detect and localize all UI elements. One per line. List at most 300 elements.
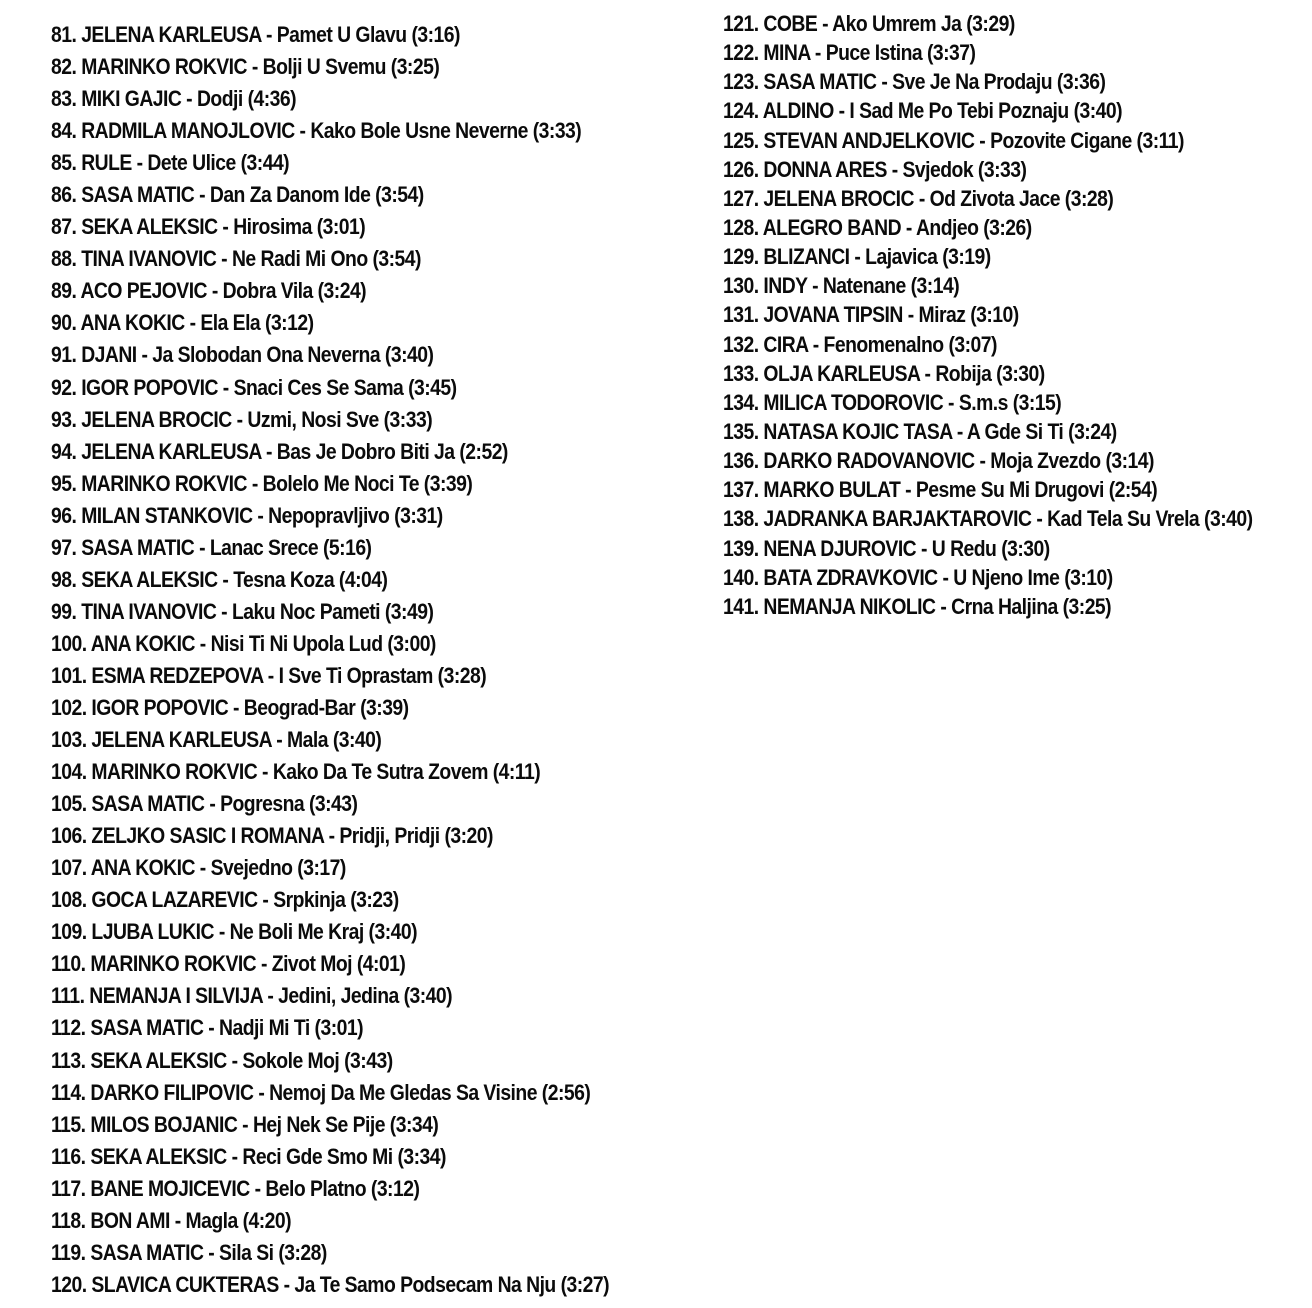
- track-row: 127. JELENA BROCIC - Od Zivota Jace (3:28): [723, 185, 1114, 211]
- track-number: 132.: [723, 331, 759, 357]
- track-duration: (2:56): [541, 1079, 591, 1105]
- track-number: 93.: [51, 406, 77, 432]
- track-title: Natenane: [822, 273, 906, 299]
- track-title: Laku Noc Pameti: [231, 598, 381, 624]
- track-duration: (3:33): [977, 156, 1027, 182]
- track-title: Kako Da Te Sutra Zovem: [272, 759, 488, 785]
- track-title: Sve Je Na Prodaju: [892, 69, 1053, 95]
- track-row: 106. ZELJKO SASIC I ROMANA - Pridji, Pridji (3:20): [51, 823, 493, 849]
- track-artist: NEMANJA I SILVIJA: [89, 983, 263, 1009]
- track-duration: (3:14): [1105, 448, 1154, 474]
- track-artist: MARKO BULAT: [763, 477, 901, 503]
- track-number: 106.: [51, 823, 87, 849]
- track-row: 105. SASA MATIC - Pogresna (3:43): [51, 791, 358, 817]
- track-duration: (3:40): [384, 342, 434, 368]
- track-row: 84. RADMILA MANOJLOVIC - Kako Bole Usne Neverne (3:33): [51, 118, 582, 144]
- track-artist: SEKA ALEKSIC: [81, 566, 218, 592]
- track-artist: MARINKO ROKVIC: [90, 951, 257, 977]
- track-artist: NEMANJA NIKOLIC: [763, 593, 936, 619]
- track-number: 101.: [51, 662, 87, 688]
- track-row: 116. SEKA ALEKSIC - Reci Gde Smo Mi (3:34): [51, 1143, 446, 1169]
- track-row: 97. SASA MATIC - Lanac Srece (5:16): [51, 534, 372, 560]
- track-number: 119.: [51, 1239, 86, 1265]
- track-duration: (2:52): [459, 438, 508, 464]
- track-duration: (3:40): [1073, 98, 1123, 124]
- track-number: 99.: [51, 598, 77, 624]
- track-duration: (3:40): [368, 919, 418, 945]
- track-number: 103.: [51, 727, 87, 753]
- track-title: Andjeo: [915, 214, 979, 240]
- track-artist: MARINKO ROKVIC: [91, 759, 258, 785]
- track-artist: SEKA ALEKSIC: [81, 214, 218, 240]
- track-title: Belo Platno: [265, 1175, 367, 1201]
- track-row: 134. MILICA TODOROVIC - S.m.s (3:15): [723, 389, 1062, 415]
- track-duration: (3:36): [1056, 69, 1106, 95]
- track-title: Nadji Mi Ti: [219, 1015, 310, 1041]
- track-artist: JOVANA TIPSIN: [763, 302, 903, 328]
- track-number: 110.: [51, 951, 86, 977]
- tracklist-right-column: [723, 9, 1312, 621]
- track-duration: (3:07): [948, 331, 997, 357]
- track-duration: (3:34): [397, 1143, 446, 1169]
- track-duration: (3:49): [384, 598, 434, 624]
- track-artist: IGOR POPOVIC: [81, 374, 218, 400]
- track-duration: (3:23): [350, 887, 399, 913]
- track-artist: JELENA KARLEUSA: [81, 438, 262, 464]
- track-row: 83. MIKI GAJIC - Dodji (4:36): [51, 86, 297, 112]
- track-title: Od Zivota Jace: [929, 185, 1060, 211]
- track-artist: ANA KOKIC: [90, 855, 195, 881]
- track-artist: MILAN STANKOVIC: [81, 502, 253, 528]
- track-duration: (3:45): [408, 374, 457, 400]
- track-number: 129.: [723, 244, 759, 270]
- track-title: Dan Za Danom Ide: [209, 182, 371, 208]
- track-row: 118. BON AMI - Magla (4:20): [51, 1207, 292, 1233]
- track-artist: STEVAN ANDJELKOVIC: [763, 127, 975, 153]
- track-title: Uzmi, Nosi Sve: [247, 406, 379, 432]
- track-title: Kako Bole Usne Neverne: [310, 118, 528, 144]
- track-row: 93. JELENA BROCIC - Uzmi, Nosi Sve (3:33): [51, 406, 433, 432]
- track-duration: (3:43): [308, 791, 358, 817]
- track-number: 134.: [723, 389, 759, 415]
- track-row: 110. MARINKO ROKVIC - Zivot Moj (4:01): [51, 951, 406, 977]
- track-artist: JELENA BROCIC: [81, 406, 232, 432]
- track-number: 141.: [723, 593, 759, 619]
- track-number: 84.: [51, 118, 77, 144]
- track-duration: (3:33): [383, 406, 433, 432]
- track-row: 130. INDY - Natenane (3:14): [723, 273, 960, 299]
- track-duration: (3:54): [375, 182, 424, 208]
- track-title: S.m.s: [958, 389, 1008, 415]
- track-title: Miraz: [918, 302, 966, 328]
- track-row: 103. JELENA KARLEUSA - Mala (3:40): [51, 727, 382, 753]
- track-title: Ja Slobodan Ona Neverna: [152, 342, 381, 368]
- track-row: 113. SEKA ALEKSIC - Sokole Moj (3:43): [51, 1047, 393, 1073]
- track-title: Nisi Ti Ni Upola Lud: [210, 630, 383, 656]
- track-title: Pridji, Pridji: [339, 823, 440, 849]
- track-artist: SASA MATIC: [81, 534, 195, 560]
- track-duration: (3:14): [910, 273, 960, 299]
- track-row: 120. SLAVICA CUKTERAS - Ja Te Samo Podsecam Na Nju (3:27): [51, 1271, 610, 1297]
- track-row: 99. TINA IVANOVIC - Laku Noc Pameti (3:49): [51, 598, 434, 624]
- track-artist: BLIZANCI: [763, 244, 850, 270]
- track-artist: MIKI GAJIC: [81, 86, 182, 112]
- track-duration: (3:40): [403, 983, 453, 1009]
- track-artist: SASA MATIC: [91, 791, 205, 817]
- track-duration: (4:11): [492, 759, 541, 785]
- track-duration: (3:25): [1062, 593, 1112, 619]
- track-number: 136.: [723, 448, 759, 474]
- track-title: Bolelo Me Noci Te: [262, 470, 419, 496]
- track-duration: (3:54): [372, 246, 421, 272]
- track-duration: (3:28): [278, 1239, 327, 1265]
- track-artist: BON AMI: [90, 1207, 170, 1233]
- track-artist: GOCA LAZAREVIC: [91, 887, 258, 913]
- track-duration: (3:10): [1064, 564, 1113, 590]
- track-number: 139.: [723, 535, 759, 561]
- track-number: 137.: [723, 477, 759, 503]
- track-title: Tesna Koza: [233, 566, 335, 592]
- track-row: 91. DJANI - Ja Slobodan Ona Neverna (3:40): [51, 342, 434, 368]
- track-row: 132. CIRA - Fenomenalno (3:07): [723, 331, 997, 357]
- track-row: 96. MILAN STANKOVIC - Nepopravljivo (3:31): [51, 502, 443, 528]
- track-number: 118.: [51, 1207, 86, 1233]
- track-row: 81. JELENA KARLEUSA - Pamet U Glavu (3:16): [51, 22, 460, 47]
- track-artist: TINA IVANOVIC: [81, 246, 217, 272]
- track-title: Beograd-Bar: [243, 694, 356, 720]
- track-artist: NENA DJUROVIC: [763, 535, 917, 561]
- track-artist: DARKO RADOVANOVIC: [763, 448, 975, 474]
- track-number: 124.: [723, 98, 759, 124]
- track-artist: ESMA REDZEPOVA: [91, 662, 263, 688]
- track-duration: (3:33): [532, 118, 582, 144]
- track-artist: INDY: [763, 273, 808, 299]
- track-title: Crna Haljina: [951, 593, 1058, 619]
- track-row: 102. IGOR POPOVIC - Beograd-Bar (3:39): [51, 694, 409, 720]
- track-duration: (3:39): [423, 470, 473, 496]
- track-duration: (3:31): [394, 502, 443, 528]
- track-duration: (3:20): [444, 823, 493, 849]
- track-title: Fenomenalno: [823, 331, 944, 357]
- track-title: Bolji U Svemu: [262, 54, 386, 80]
- track-row: 117. BANE MOJICEVIC - Belo Platno (3:12): [51, 1175, 420, 1201]
- track-number: 85.: [51, 150, 77, 176]
- track-artist: RULE: [81, 150, 132, 176]
- track-title: Zivot Moj: [271, 951, 352, 977]
- track-title: Robija: [935, 360, 992, 386]
- track-title: Hej Nek Se Pije: [252, 1111, 385, 1137]
- track-row: 82. MARINKO ROKVIC - Bolji U Svemu (3:25): [51, 54, 440, 80]
- tracklist-left-column: [51, 19, 685, 1301]
- track-artist: MILOS BOJANIC: [90, 1111, 238, 1137]
- track-title: Puce Istina: [825, 40, 923, 66]
- track-number: 90.: [51, 310, 77, 336]
- track-number: 113.: [51, 1047, 86, 1073]
- track-number: 102.: [51, 694, 87, 720]
- track-artist: ALDINO: [762, 98, 834, 124]
- track-duration: (3:01): [314, 1015, 364, 1041]
- track-row: 101. ESMA REDZEPOVA - I Sve Ti Oprastam (3:28): [51, 662, 487, 688]
- track-number: 92.: [51, 374, 77, 400]
- track-title: Ela Ela: [200, 310, 261, 336]
- track-number: 120.: [51, 1271, 87, 1297]
- track-row: 124. ALDINO - I Sad Me Po Tebi Poznaju (3:40): [723, 98, 1123, 124]
- track-row: 131. JOVANA TIPSIN - Miraz (3:10): [723, 302, 1019, 328]
- track-duration: (3:12): [265, 310, 314, 336]
- track-title: Bas Je Dobro Biti Ja: [276, 438, 455, 464]
- track-artist: MILICA TODOROVIC: [763, 389, 944, 415]
- track-row: 128. ALEGRO BAND - Andjeo (3:26): [723, 214, 1032, 240]
- track-number: 126.: [723, 156, 759, 182]
- track-number: 123.: [723, 69, 759, 95]
- track-title: U Njeno Ime: [953, 564, 1060, 590]
- track-row: 129. BLIZANCI - Lajavica (3:19): [723, 244, 991, 270]
- track-title: Ne Boli Me Kraj: [229, 919, 364, 945]
- track-duration: (3:44): [240, 150, 290, 176]
- track-title: U Redu: [931, 535, 997, 561]
- track-number: 82.: [51, 54, 77, 80]
- track-title: Ne Radi Mi Ono: [231, 246, 368, 272]
- track-artist: NATASA KOJIC TASA: [763, 418, 952, 444]
- track-duration: (3:30): [1001, 535, 1050, 561]
- track-row: 115. MILOS BOJANIC - Hej Nek Se Pije (3:34): [51, 1111, 439, 1137]
- track-row: 94. JELENA KARLEUSA - Bas Je Dobro Biti Ja (2:52): [51, 438, 508, 464]
- track-duration: (3:39): [360, 694, 409, 720]
- track-row: 141. NEMANJA NIKOLIC - Crna Haljina (3:25): [723, 593, 1112, 619]
- track-row: 111. NEMANJA I SILVIJA - Jedini, Jedina (3:40): [51, 983, 453, 1009]
- track-duration: (3:24): [317, 278, 367, 304]
- track-duration: (3:28): [1064, 185, 1114, 211]
- track-title: Jedini, Jedina: [278, 983, 399, 1009]
- track-number: 114.: [51, 1079, 86, 1105]
- track-row: 119. SASA MATIC - Sila Si (3:28): [51, 1239, 327, 1265]
- track-duration: (3:40): [332, 727, 382, 753]
- track-row: 85. RULE - Dete Ulice (3:44): [51, 150, 290, 176]
- track-title: Sokole Moj: [242, 1047, 340, 1073]
- track-number: 138.: [723, 506, 759, 532]
- track-title: Svejedno: [210, 855, 293, 881]
- track-title: Ja Te Samo Podsecam Na Nju: [294, 1271, 556, 1297]
- track-number: 89.: [51, 278, 77, 304]
- track-number: 95.: [51, 470, 77, 496]
- track-row: 90. ANA KOKIC - Ela Ela (3:12): [51, 310, 314, 336]
- track-number: 112.: [51, 1015, 86, 1041]
- track-duration: (3:43): [344, 1047, 393, 1073]
- track-row: 135. NATASA KOJIC TASA - A Gde Si Ti (3:24): [723, 418, 1117, 444]
- track-artist: JELENA BROCIC: [763, 185, 914, 211]
- track-duration: (4:04): [338, 566, 388, 592]
- track-number: 130.: [723, 273, 759, 299]
- track-number: 140.: [723, 564, 759, 590]
- track-row: 121. COBE - Ako Umrem Ja (3:29): [723, 11, 1015, 36]
- track-artist: SEKA ALEKSIC: [90, 1143, 227, 1169]
- track-artist: ANA KOKIC: [80, 310, 185, 336]
- track-duration: (3:17): [297, 855, 346, 881]
- track-number: 87.: [51, 214, 77, 240]
- track-artist: JADRANKA BARJAKTAROVIC: [763, 506, 1032, 532]
- track-row: 92. IGOR POPOVIC - Snaci Ces Se Sama (3:45): [51, 374, 457, 400]
- track-duration: (3:19): [942, 244, 991, 270]
- track-title: Magla: [185, 1207, 238, 1233]
- track-title: Hirosima: [233, 214, 312, 240]
- track-duration: (3:28): [437, 662, 487, 688]
- track-artist: JELENA KARLEUSA: [81, 22, 262, 47]
- track-row: 139. NENA DJUROVIC - U Redu (3:30): [723, 535, 1050, 561]
- track-row: 100. ANA KOKIC - Nisi Ti Ni Upola Lud (3:00): [51, 630, 436, 656]
- track-number: 109.: [51, 919, 87, 945]
- track-title: Pesme Su Mi Drugovi: [915, 477, 1104, 503]
- track-number: 131.: [723, 302, 759, 328]
- track-row: 95. MARINKO ROKVIC - Bolelo Me Noci Te (3:39): [51, 470, 473, 496]
- track-row: 114. DARKO FILIPOVIC - Nemoj Da Me Gledas Sa Visine (2:56): [51, 1079, 591, 1105]
- track-title: Dete Ulice: [147, 150, 236, 176]
- track-number: 133.: [723, 360, 759, 386]
- track-number: 86.: [51, 182, 77, 208]
- track-duration: (3:24): [1068, 418, 1117, 444]
- track-title: Moja Zvezdo: [990, 448, 1101, 474]
- track-number: 94.: [51, 438, 77, 464]
- track-artist: MARINKO ROKVIC: [81, 54, 247, 80]
- track-title: I Sad Me Po Tebi Poznaju: [849, 98, 1069, 124]
- track-number: 104.: [51, 759, 87, 785]
- track-title: Svjedok: [902, 156, 974, 182]
- track-artist: MARINKO ROKVIC: [81, 470, 247, 496]
- track-number: 107.: [51, 855, 87, 881]
- track-title: Ako Umrem Ja: [832, 11, 962, 36]
- track-row: 112. SASA MATIC - Nadji Mi Ti (3:01): [51, 1015, 364, 1041]
- track-row: 87. SEKA ALEKSIC - Hirosima (3:01): [51, 214, 366, 240]
- track-artist: SLAVICA CUKTERAS: [91, 1271, 279, 1297]
- track-title: Nemoj Da Me Gledas Sa Visine: [269, 1079, 537, 1105]
- track-row: 122. MINA - Puce Istina (3:37): [723, 40, 976, 66]
- track-title: A Gde Si Ti: [966, 418, 1064, 444]
- track-row: 137. MARKO BULAT - Pesme Su Mi Drugovi (2:54): [723, 477, 1158, 503]
- track-artist: RADMILA MANOJLOVIC: [81, 118, 295, 144]
- track-title: Reci Gde Smo Mi: [242, 1143, 393, 1169]
- track-duration: (4:36): [247, 86, 297, 112]
- track-row: 109. LJUBA LUKIC - Ne Boli Me Kraj (3:40): [51, 919, 418, 945]
- track-duration: (4:20): [242, 1207, 292, 1233]
- track-artist: ANA KOKIC: [90, 630, 195, 656]
- track-title: Srpkinja: [273, 887, 346, 913]
- track-number: 105.: [51, 791, 87, 817]
- track-number: 108.: [51, 887, 87, 913]
- track-duration: (3:01): [316, 214, 366, 240]
- track-duration: (3:34): [389, 1111, 439, 1137]
- track-title: Lajavica: [865, 244, 938, 270]
- track-artist: DONNA ARES: [763, 156, 887, 182]
- track-row: 140. BATA ZDRAVKOVIC - U Njeno Ime (3:10): [723, 564, 1113, 590]
- track-artist: MINA: [763, 40, 811, 66]
- track-artist: SASA MATIC: [90, 1239, 204, 1265]
- track-artist: JELENA KARLEUSA: [91, 727, 272, 753]
- track-duration: (3:40): [1204, 506, 1253, 532]
- track-duration: (3:37): [926, 40, 976, 66]
- track-artist: ALEGRO BAND: [762, 214, 902, 240]
- track-row: 133. OLJA KARLEUSA - Robija (3:30): [723, 360, 1045, 386]
- track-duration: (3:15): [1012, 389, 1062, 415]
- track-number: 121.: [723, 11, 759, 36]
- track-number: 116.: [51, 1143, 86, 1169]
- track-artist: SASA MATIC: [763, 69, 877, 95]
- track-duration: (3:27): [560, 1271, 610, 1297]
- track-artist: OLJA KARLEUSA: [763, 360, 920, 386]
- track-number: 100.: [51, 630, 87, 656]
- track-number: 125.: [723, 127, 759, 153]
- track-number: 81.: [51, 22, 77, 47]
- track-title: Mala: [287, 727, 328, 753]
- track-duration: (3:25): [390, 54, 440, 80]
- track-row: 138. JADRANKA BARJAKTAROVIC - Kad Tela Su Vrela (3:40): [723, 506, 1253, 532]
- track-number: 122.: [723, 40, 759, 66]
- track-row: 126. DONNA ARES - Svjedok (3:33): [723, 156, 1027, 182]
- track-title: I Sve Ti Oprastam: [278, 662, 433, 688]
- track-number: 83.: [51, 86, 77, 112]
- track-number: 97.: [51, 534, 77, 560]
- track-title: Lanac Srece: [209, 534, 319, 560]
- track-artist: IGOR POPOVIC: [91, 694, 229, 720]
- track-row: 89. ACO PEJOVIC - Dobra Vila (3:24): [51, 278, 367, 304]
- track-artist: ZELJKO SASIC I ROMANA: [91, 823, 324, 849]
- track-number: 111.: [51, 983, 85, 1009]
- track-number: 127.: [723, 185, 759, 211]
- track-duration: (3:29): [966, 11, 1015, 36]
- track-row: 136. DARKO RADOVANOVIC - Moja Zvezdo (3:14): [723, 448, 1154, 474]
- track-duration: (3:26): [983, 214, 1032, 240]
- track-title: Kad Tela Su Vrela: [1047, 506, 1200, 532]
- track-number: 128.: [723, 214, 759, 240]
- track-title: Nepopravljivo: [268, 502, 390, 528]
- track-row: 108. GOCA LAZAREVIC - Srpkinja (3:23): [51, 887, 399, 913]
- track-artist: COBE: [763, 11, 818, 36]
- track-duration: (5:16): [323, 534, 372, 560]
- track-title: Pamet U Glavu: [276, 22, 407, 47]
- track-number: 115.: [51, 1111, 86, 1137]
- track-artist: TINA IVANOVIC: [81, 598, 217, 624]
- track-title: Dodji: [196, 86, 243, 112]
- track-row: 125. STEVAN ANDJELKOVIC - Pozovite Cigane (3:11): [723, 127, 1184, 153]
- track-duration: (2:54): [1108, 477, 1158, 503]
- track-artist: LJUBA LUKIC: [91, 919, 214, 945]
- track-row: 88. TINA IVANOVIC - Ne Radi Mi Ono (3:54): [51, 246, 421, 272]
- track-row: 86. SASA MATIC - Dan Za Danom Ide (3:54): [51, 182, 424, 208]
- track-artist: SASA MATIC: [81, 182, 195, 208]
- track-number: 98.: [51, 566, 77, 592]
- track-duration: (3:10): [970, 302, 1019, 328]
- track-title: Dobra Vila: [222, 278, 313, 304]
- track-number: 135.: [723, 418, 759, 444]
- track-artist: SASA MATIC: [90, 1015, 204, 1041]
- track-duration: (3:16): [411, 22, 460, 47]
- track-duration: (4:01): [356, 951, 406, 977]
- track-row: 123. SASA MATIC - Sve Je Na Prodaju (3:36): [723, 69, 1106, 95]
- track-artist: BATA ZDRAVKOVIC: [763, 564, 938, 590]
- track-artist: ACO PEJOVIC: [80, 278, 208, 304]
- track-number: 117.: [51, 1175, 86, 1201]
- track-artist: CIRA: [763, 331, 808, 357]
- track-title: Snaci Ces Se Sama: [233, 374, 404, 400]
- track-title: Pogresna: [220, 791, 305, 817]
- track-artist: BANE MOJICEVIC: [90, 1175, 250, 1201]
- track-artist: DJANI: [81, 342, 137, 368]
- track-number: 88.: [51, 246, 77, 272]
- track-title: Sila Si: [219, 1239, 274, 1265]
- track-number: 96.: [51, 502, 77, 528]
- track-number: 91.: [51, 342, 77, 368]
- track-row: 107. ANA KOKIC - Svejedno (3:17): [51, 855, 346, 881]
- track-row: 104. MARINKO ROKVIC - Kako Da Te Sutra Zovem (4:11): [51, 759, 541, 785]
- track-title: Pozovite Cigane: [990, 127, 1132, 153]
